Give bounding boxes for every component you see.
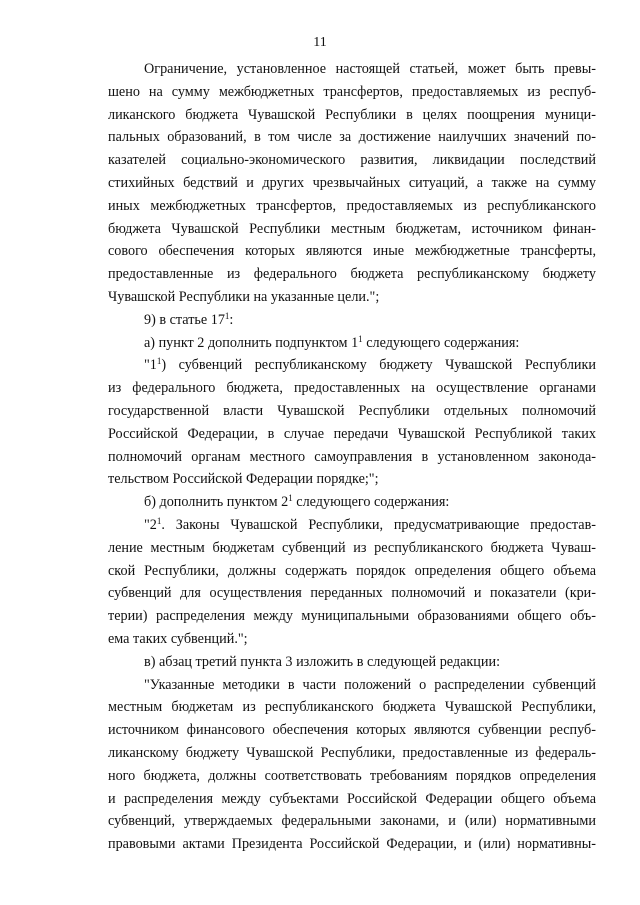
text-line xyxy=(108,332,596,355)
paragraph-subitem-1-1 xyxy=(108,354,596,491)
text-line: иных межбюджетных трансфертов, предоставляемых из республиканского xyxy=(108,197,596,214)
text-line: предоставленные из федерального бюджета республиканскому бюджету xyxy=(108,266,596,283)
text-line xyxy=(108,514,596,537)
paragraph-item-9 xyxy=(108,309,596,332)
text-line xyxy=(108,354,596,377)
text-line: шено на сумму межбюджетных трансфертов, предоставляемых из респуб- xyxy=(108,83,596,100)
text-line xyxy=(108,491,596,514)
superscript: 1 xyxy=(156,515,162,526)
text-line: ской Республики, должны содержать порядок определения общего объема xyxy=(108,562,596,579)
paragraph-point-2-1 xyxy=(108,514,596,651)
text-line: "Указанные методики в части положений о распределении субвенций xyxy=(144,676,596,693)
text-line: ликанскому бюджету Чувашской Республики, предоставленные из федераль- xyxy=(108,744,596,761)
text-line: Ограничение, установленное настоящей статьей, может быть превы- xyxy=(144,61,596,77)
text-line: тельством Российской Федерации порядке;"; xyxy=(108,471,379,488)
text-line: ликанского бюджета Чувашской Республики в целях поощрения муници- xyxy=(108,106,596,123)
paragraph-item-a xyxy=(108,332,596,355)
paragraph-item-v xyxy=(108,651,596,674)
superscript: 1 xyxy=(358,333,363,344)
paragraph-limit-exceed xyxy=(108,58,596,309)
text-line xyxy=(108,309,596,332)
superscript: 1 xyxy=(156,356,162,367)
point-2-1-start: "2 xyxy=(144,516,157,533)
text-line: государственной власти Чувашской Республики отдельных полномочий xyxy=(108,402,596,419)
text-line: местным бюджетам из республиканского бюджета Чувашской Республики, xyxy=(108,699,596,716)
text-line: субвенций, утверждаемых федеральными законами, и (или) нормативными xyxy=(108,813,596,830)
text-line: субвенций для осуществления переданных полномочий и показатели (кри- xyxy=(108,585,596,602)
item-9-tail: : xyxy=(229,311,234,328)
item-a-text: а) пункт 2 дополнить подпунктом 1 xyxy=(144,334,359,351)
text-line: источником финансового обеспечения которых являются субвенции респуб- xyxy=(108,722,596,739)
superscript: 1 xyxy=(288,493,293,504)
subitem-1-1-rest: ) субвенций республиканскому бюджету Чувашской Республики xyxy=(161,357,596,374)
page-number: 11 xyxy=(313,35,327,50)
text-line: полномочий органам местного самоуправления в установленном законода- xyxy=(108,448,596,465)
text-line: из федерального бюджета, предоставленных на осуществление органами xyxy=(108,380,596,397)
item-a-tail: следующего содержания: xyxy=(362,334,520,351)
paragraph-item-b xyxy=(108,491,596,514)
text-line: Российской Федерации, в случае передачи Чувашской Республикой таких xyxy=(108,425,596,442)
item-b-tail: следующего содержания: xyxy=(292,494,450,511)
paragraph-methods xyxy=(108,674,596,856)
text-line: в) абзац третий пункта 3 изложить в следующей редакции: xyxy=(144,653,501,670)
text-line: пальных образований, в том числе за достижение наилучших значений по- xyxy=(108,129,596,146)
text-line: Чувашской Республики на указанные цели."; xyxy=(108,288,380,305)
superscript: 1 xyxy=(224,310,230,321)
text-line: ема таких субвенций."; xyxy=(108,630,248,647)
text-line: ного бюджета, должны соответствовать требованиям порядков определения xyxy=(108,767,596,784)
text-line: терии) распределения между муниципальными образованиями общего объ- xyxy=(108,608,596,625)
text-line: казателей социально-экономического развития, ликвидации последствий xyxy=(108,152,596,169)
point-2-1-rest: . Законы Чувашской Республики, предусматривающие предостав- xyxy=(161,516,596,533)
text-line: ление местным бюджетам субвенций из республиканского бюджета Чуваш- xyxy=(108,539,596,556)
text-line: бюджета Чувашской Республики местным бюджетам, источником финан- xyxy=(108,220,596,237)
text-line: и распределения между субъектами Российской Федерации общего объема xyxy=(108,790,596,807)
text-line: стихийных бедствий и других чрезвычайных ситуаций, а также на сумму xyxy=(108,174,596,191)
subitem-1-1-start: "1 xyxy=(144,357,157,374)
text-line: правовыми актами Президента Российской Федерации, и (или) нормативны- xyxy=(108,836,596,853)
text-line: сового обеспечения которых являются иные межбюджетные трансферты, xyxy=(108,243,596,260)
item-b-text: б) дополнить пунктом 2 xyxy=(144,494,289,511)
item-9-text: 9) в статье 17 xyxy=(144,311,225,328)
document-body xyxy=(108,58,596,856)
